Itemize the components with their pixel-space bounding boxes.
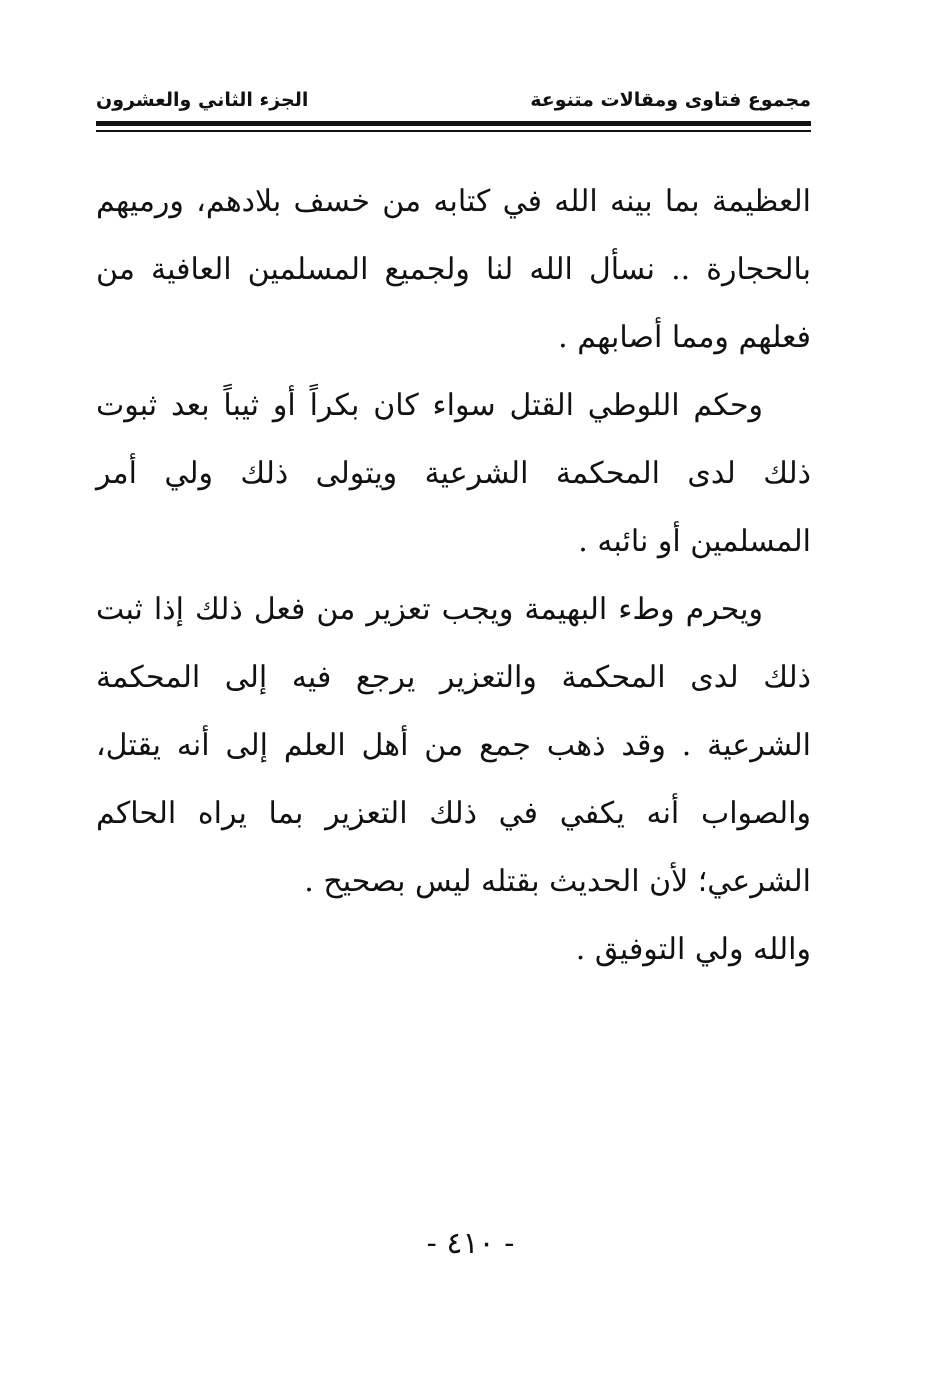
paragraph-bestiality-ruling: ويحرم وطء البهيمة ويجب تعزير من فعل ذلك إذا ثبت ذلك لدى المحكمة والتعزير يرجع فيه إلى المحكمة الشرعية . وقد ذهب جمع من أهل العلم إلى أنه يقتل، والصواب أنه يكفي في ذلك التعزير بما يراه الحاكم الشرعي؛ لأن الحديث بقتله ليس بصحيح .	[96, 592, 811, 899]
paragraph-continuation: العظيمة بما بينه الله في كتابه من خسف بلادهم، ورميهم بالحجارة .. نسأل الله لنا ولجميع المسلمين العافية من فعلهم ومما أصابهم .	[96, 184, 811, 355]
page-number: - ٤١٠ -	[426, 1226, 515, 1261]
running-header	[96, 84, 811, 116]
book-title: مجموع فتاوى ومقالات متنوعة	[530, 89, 811, 111]
body-text	[96, 168, 811, 984]
paragraph-closing: والله ولي التوفيق .	[575, 932, 811, 967]
header-rule-thick	[96, 121, 811, 126]
volume-label: الجزء الثاني والعشرون	[96, 89, 309, 111]
header-rule-thin	[96, 130, 811, 132]
paragraph-sodomy-ruling: وحكم اللوطي القتل سواء كان بكراً أو ثيباً بعد ثبوت ذلك لدى المحكمة الشرعية ويتولى ذلك ولي أمر المسلمين أو نائبه .	[96, 388, 811, 559]
